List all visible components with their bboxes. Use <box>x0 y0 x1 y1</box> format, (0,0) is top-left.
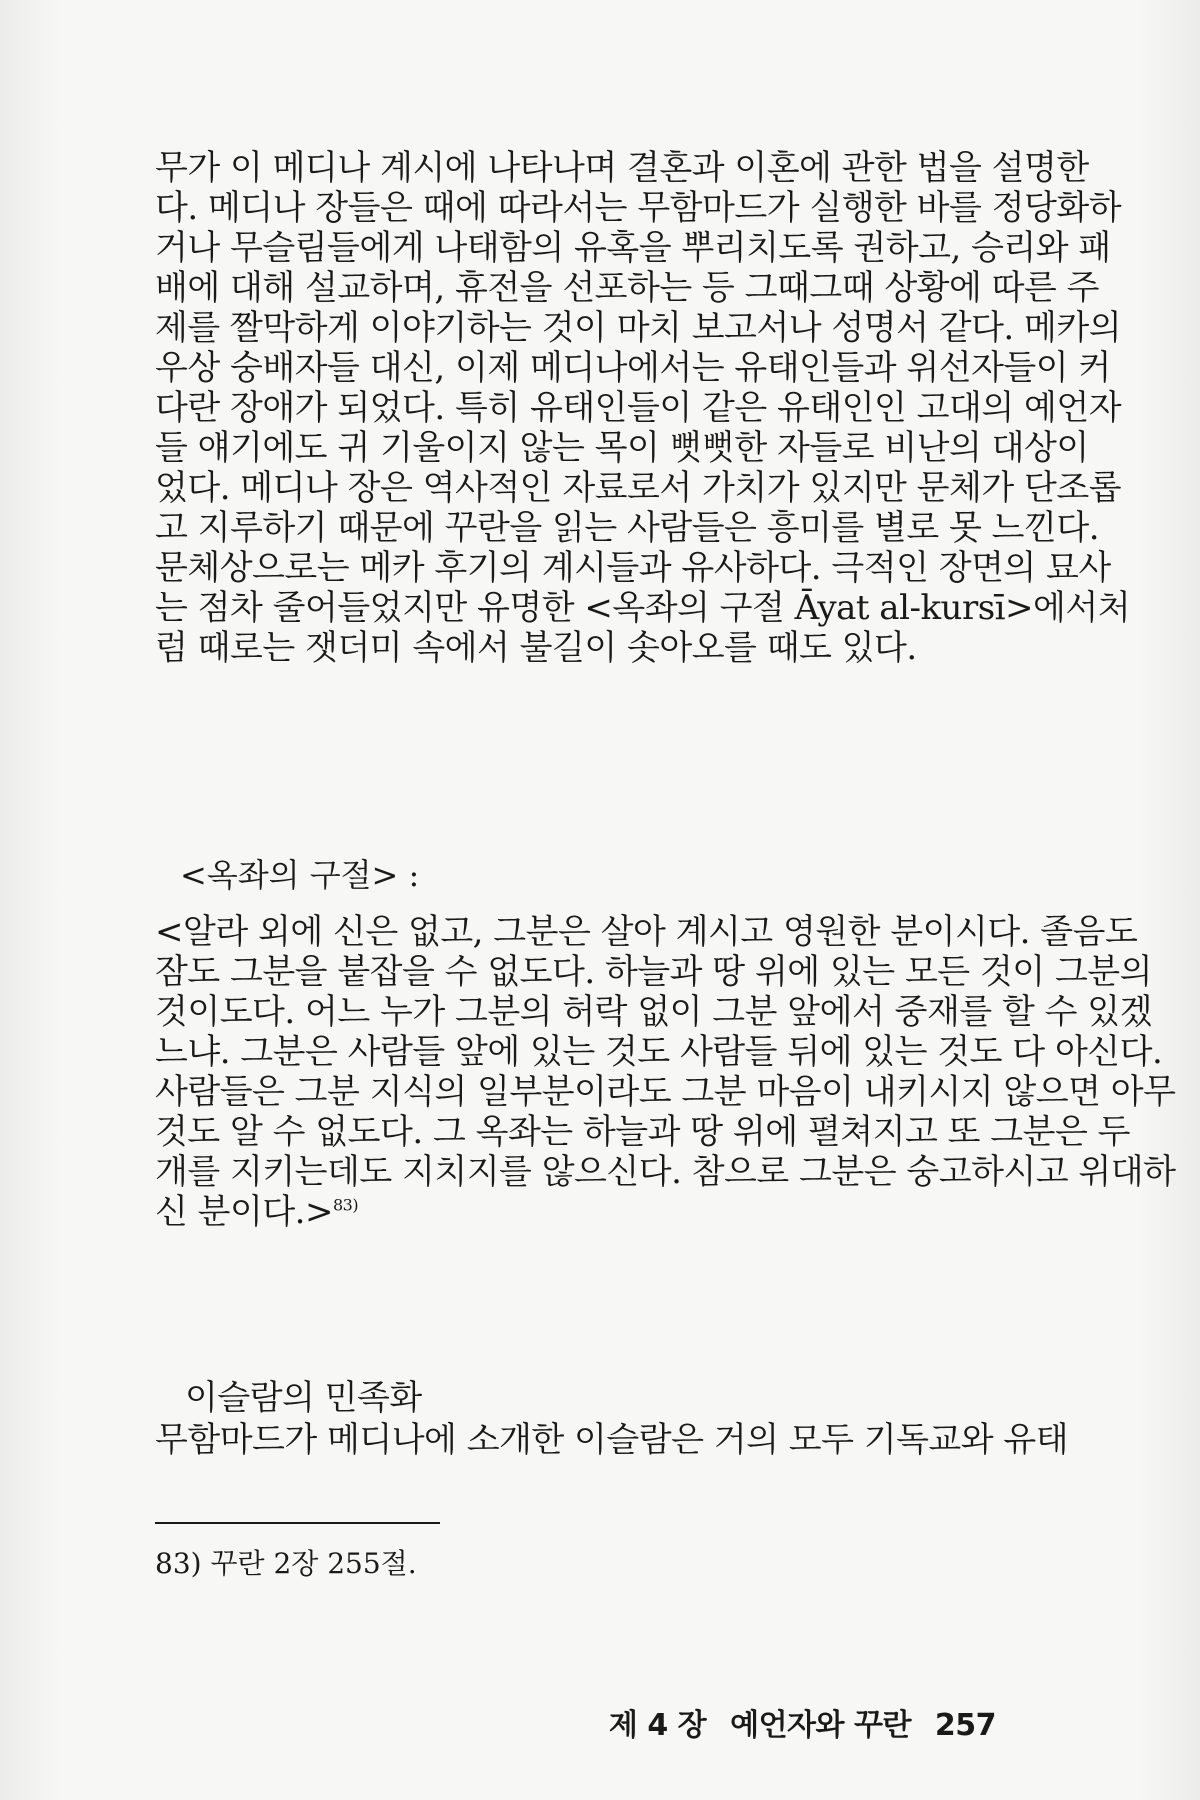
text-line: 었다. 메디나 장은 역사적인 자료로서 가치가 있지만 문체가 단조롭 <box>155 468 1122 508</box>
text-line: 무가 이 메디나 계시에 나타나며 결혼과 이혼에 관한 법을 설명한 <box>155 148 1089 188</box>
quote-line: 잠도 그분을 붙잡을 수 없도다. 하늘과 땅 위에 있는 모든 것이 그분의 <box>155 952 1152 992</box>
quote-line: 느냐. 그분은 사람들 앞에 있는 것도 사람들 뒤에 있는 것도 다 아신다. <box>155 1032 1163 1072</box>
text-line: 럼 때로는 잿더미 속에서 불길이 솟아오를 때도 있다. <box>155 628 917 668</box>
quote-line: 것이도다. 어느 누가 그분의 허락 없이 그분 앞에서 중재를 할 수 있겠 <box>155 992 1152 1032</box>
quote-line: <알라 외에 신은 없고, 그분은 살아 계시고 영원한 분이시다. 졸음도 <box>155 912 1138 952</box>
text-line: 문체상으로는 메카 후기의 계시들과 유사하다. 극적인 장면의 묘사 <box>155 548 1111 588</box>
text-line: 거나 무슬림들에게 나태함의 유혹을 뿌리치도록 권하고, 승리와 패 <box>155 228 1111 268</box>
quote-line-text: 신 분이다.> <box>155 1192 333 1232</box>
section-label: <옥좌의 구절> : <box>180 856 420 894</box>
footnote-divider <box>155 1522 440 1524</box>
footer-title: 예언자와 꾸란 <box>730 1708 911 1743</box>
footnote: 83) 꾸란 2장 255절. <box>155 1547 417 1580</box>
page-number: 257 <box>934 1708 996 1743</box>
section-heading: 이슬람의 민족화 <box>185 1378 422 1418</box>
text-line: 다. 메디나 장들은 때에 따라서는 무함마드가 실행한 바를 정당화하 <box>155 188 1122 228</box>
quote-line: 것도 알 수 없도다. 그 옥좌는 하늘과 땅 위에 펼쳐지고 또 그분은 두 <box>155 1112 1130 1152</box>
running-footer <box>595 1708 996 1744</box>
text-line: 제를 짤막하게 이야기하는 것이 마치 보고서나 성명서 같다. 메카의 <box>155 308 1122 348</box>
footnote-reference: 83) <box>332 1195 359 1215</box>
text-line: 우상 숭배자들 대신, 이제 메디나에서는 유태인들과 위선자들이 커 <box>155 348 1111 388</box>
text-line: 는 점차 줄어들었지만 유명한 <옥좌의 구절 Āyat al-kursī>에서처 <box>155 588 1131 628</box>
quote-line: 개를 지키는데도 지치지를 않으신다. 참으로 그분은 숭고하시고 위대하 <box>155 1152 1176 1192</box>
quote-line: 사람들은 그분 지식의 일부분이라도 그분 마음이 내키시지 않으면 아무 <box>155 1072 1176 1112</box>
text-line: 배에 대해 설교하며, 휴전을 선포하는 등 그때그때 상황에 따른 주 <box>155 268 1100 308</box>
quote-line-last <box>155 1192 1005 1232</box>
footer-chapter: 제 4 장 <box>608 1708 707 1743</box>
text-line: 들 얘기에도 귀 기울이지 않는 목이 뻣뻣한 자들로 비난의 대상이 <box>155 428 1089 468</box>
text-line: 다란 장애가 되었다. 특히 유태인들이 같은 유태인인 고대의 예언자 <box>155 388 1122 428</box>
text-line: 고 지루하기 때문에 꾸란을 읽는 사람들은 흥미를 별로 못 느낀다. <box>155 508 1100 548</box>
text-line: 무함마드가 메디나에 소개한 이슬람은 거의 모두 기독교와 유태 <box>155 1420 1069 1460</box>
